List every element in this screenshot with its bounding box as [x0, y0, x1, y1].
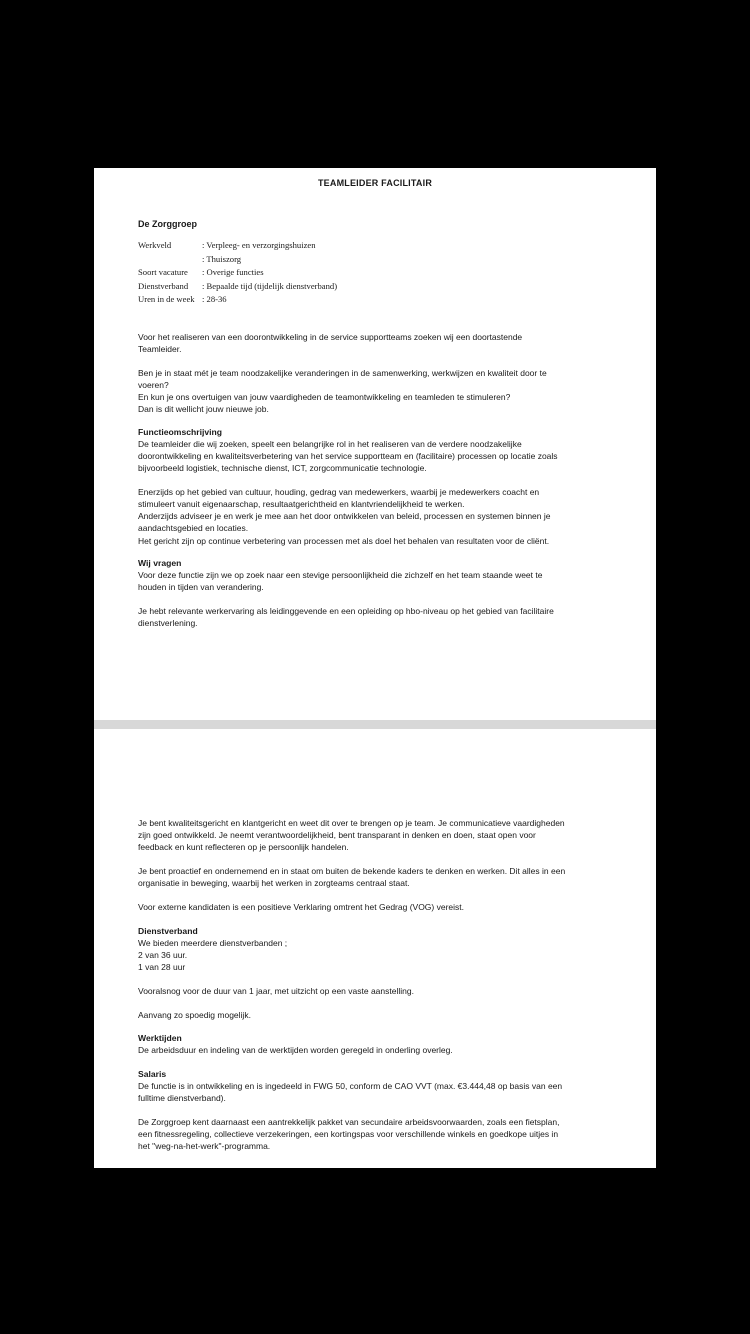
- text-line: Voor het realiseren van een doorontwikkeling in de service supportteams zoeken wij een doortastende: [138, 331, 523, 342]
- meta-key: Dienstverband: [138, 280, 189, 291]
- meta-key: Soort vacature: [138, 267, 188, 278]
- text-line: Voor externe kandidaten is een positieve Verklaring omtrent het Gedrag (VOG) vereist.: [138, 902, 465, 913]
- ervaring-paragraph: [138, 605, 612, 629]
- meta-row: [138, 293, 612, 307]
- document-page-1: [94, 168, 656, 720]
- text-line: het "weg-na-het-werk"-programma.: [138, 1141, 271, 1152]
- meta-row: [138, 266, 612, 280]
- text-line: En kun je ons overtuigen van jouw vaardigheden de teamontwikkeling en teamleden te stimuleren?: [138, 392, 511, 403]
- secundair-paragraph: [138, 1116, 612, 1153]
- text-line: Voor deze functie zijn we op zoek naar een stevige persoonlijkheid die zichzelf en het team staande weet te: [138, 569, 543, 580]
- enerzijds-paragraph: [138, 486, 612, 547]
- vog-paragraph: [138, 901, 612, 913]
- meta-key: Uren in de week: [138, 294, 195, 305]
- text-line: Aanvang zo spoedig mogelijk.: [138, 1009, 251, 1020]
- text-line: organisatie in beweging, waarbij het werken in zorgteams centraal staat.: [138, 878, 410, 889]
- kwaliteit-paragraph: [138, 817, 612, 854]
- dienstverband-section: [138, 925, 612, 974]
- meta-value: : Verpleeg- en verzorgingshuizen: [202, 240, 316, 250]
- text-line: Dan is dit wellicht jouw nieuwe job.: [138, 404, 269, 415]
- text-line: Vooralsnog voor de duur van 1 jaar, met uitzicht op een vaste aanstelling.: [138, 985, 414, 996]
- aanvang-paragraph: [138, 1009, 612, 1021]
- meta-value: : Thuiszorg: [202, 253, 242, 264]
- meta-value: : Bepaalde tijd (tijdelijk dienstverband): [202, 280, 338, 291]
- section-heading: Werktijden: [138, 1033, 182, 1044]
- proactief-paragraph: [138, 865, 612, 889]
- text-line: Ben je in staat mét je team noodzakelijke veranderingen in de samenwerking, werkwijzen en kwaliteit door te: [138, 367, 547, 378]
- wij-vragen-section: [138, 557, 612, 593]
- text-line: De functie is in ontwikkeling en is ingedeeld in FWG 50, conform de CAO VVT (max. €3.444,48 op basis van een: [138, 1080, 563, 1091]
- text-line: De Zorggroep kent daarnaast een aantrekkelijk pakket van secundaire arbeidsvoorwaarden, zoals een fietsplan,: [138, 1116, 560, 1127]
- page-divider: [94, 720, 656, 729]
- meta-row: [138, 253, 612, 267]
- vacancy-meta-table: [138, 239, 612, 307]
- text-line: voeren?: [138, 380, 169, 391]
- text-line: Je bent proactief en ondernemend en in staat om buiten de bekende kaders te denken en werken. Dit alles in een: [138, 866, 566, 877]
- text-line: Het gericht zijn op continue verbetering van processen met als doel het behalen van resultaten voor de cliënt.: [138, 535, 550, 546]
- text-line: 1 van 28 uur: [138, 962, 186, 973]
- meta-value: : 28-36: [202, 294, 227, 305]
- text-line: 2 van 36 uur.: [138, 949, 188, 960]
- text-line: houden in tijden van verandering.: [138, 582, 264, 593]
- section-heading: Salaris: [138, 1068, 167, 1079]
- text-line: feedback en kunt reflecteren op je persoonlijk handelen.: [138, 842, 349, 853]
- section-heading: Functieomschrijving: [138, 426, 223, 437]
- document-page-2: [94, 729, 656, 1168]
- text-line: dienstverlening.: [138, 617, 198, 628]
- functie-section: [138, 426, 612, 475]
- duur-paragraph: [138, 985, 612, 997]
- meta-key: [138, 253, 202, 267]
- text-line: We bieden meerdere dienstverbanden ;: [138, 937, 288, 948]
- section-heading: Wij vragen: [138, 557, 182, 568]
- salaris-section: [138, 1068, 612, 1104]
- page-title: TEAMLEIDER FACILITAIR: [317, 178, 433, 188]
- text-line: De arbeidsduur en indeling van de werktijden worden geregeld in onderling overleg.: [138, 1045, 453, 1056]
- text-line: aandachtsgebied en locaties.: [138, 523, 249, 534]
- werktijden-section: [138, 1032, 612, 1056]
- text-line: stimuleert vanuit eigenaarschap, resultaatgerichtheid en klantvriendelijkheid te werken.: [138, 499, 465, 509]
- text-line: zijn goed ontwikkeld. Je neemt verantwoordelijkheid, bent transparant in denken en doen, staat open voor: [138, 830, 536, 841]
- meta-row: [138, 239, 612, 253]
- text-line: De teamleider die wij zoeken, speelt een belangrijke rol in het realiseren van de verdere noodzakelijke: [138, 438, 522, 449]
- text-line: een fitnessregeling, collectieve verzekeringen, een kortingspas voor verschillende winkels en goedkope uitjes in: [138, 1129, 559, 1140]
- text-line: fulltime dienstverband).: [138, 1093, 226, 1104]
- intro-paragraph: [138, 331, 612, 355]
- meta-row: [138, 280, 612, 294]
- questions-paragraph: [138, 367, 612, 416]
- text-line: bijvoorbeeld logistiek, technische dienst, ICT, zorgcommunicatie technologie.: [138, 463, 427, 474]
- text-line: doorontwikkeling en kwaliteitsverbetering van het service supportteam en (facilitaire) processen op locatie zoals: [138, 450, 558, 461]
- text-line: Teamleider.: [138, 344, 182, 355]
- text-line: Anderzijds adviseer je en werk je mee aan het door ontwikkelen van beleid, processen en systemen binnen je: [138, 511, 551, 522]
- text-line: Je bent kwaliteitsgericht en klantgericht en weet dit over te brengen op je team. Je communicatieve vaardigheden: [138, 818, 565, 828]
- text-line: Enerzijds op het gebied van cultuur, houding, gedrag van medewerkers, waarbij je medewerkers coacht en: [138, 486, 540, 497]
- organization-name: De Zorggroep: [138, 219, 198, 229]
- meta-value: : Overige functies: [202, 267, 264, 278]
- section-heading: Dienstverband: [138, 925, 198, 936]
- meta-key: Werkveld: [138, 240, 172, 250]
- text-line: Je hebt relevante werkervaring als leidinggevende en een opleiding op hbo-niveau op het gebied van facilitaire: [138, 605, 554, 616]
